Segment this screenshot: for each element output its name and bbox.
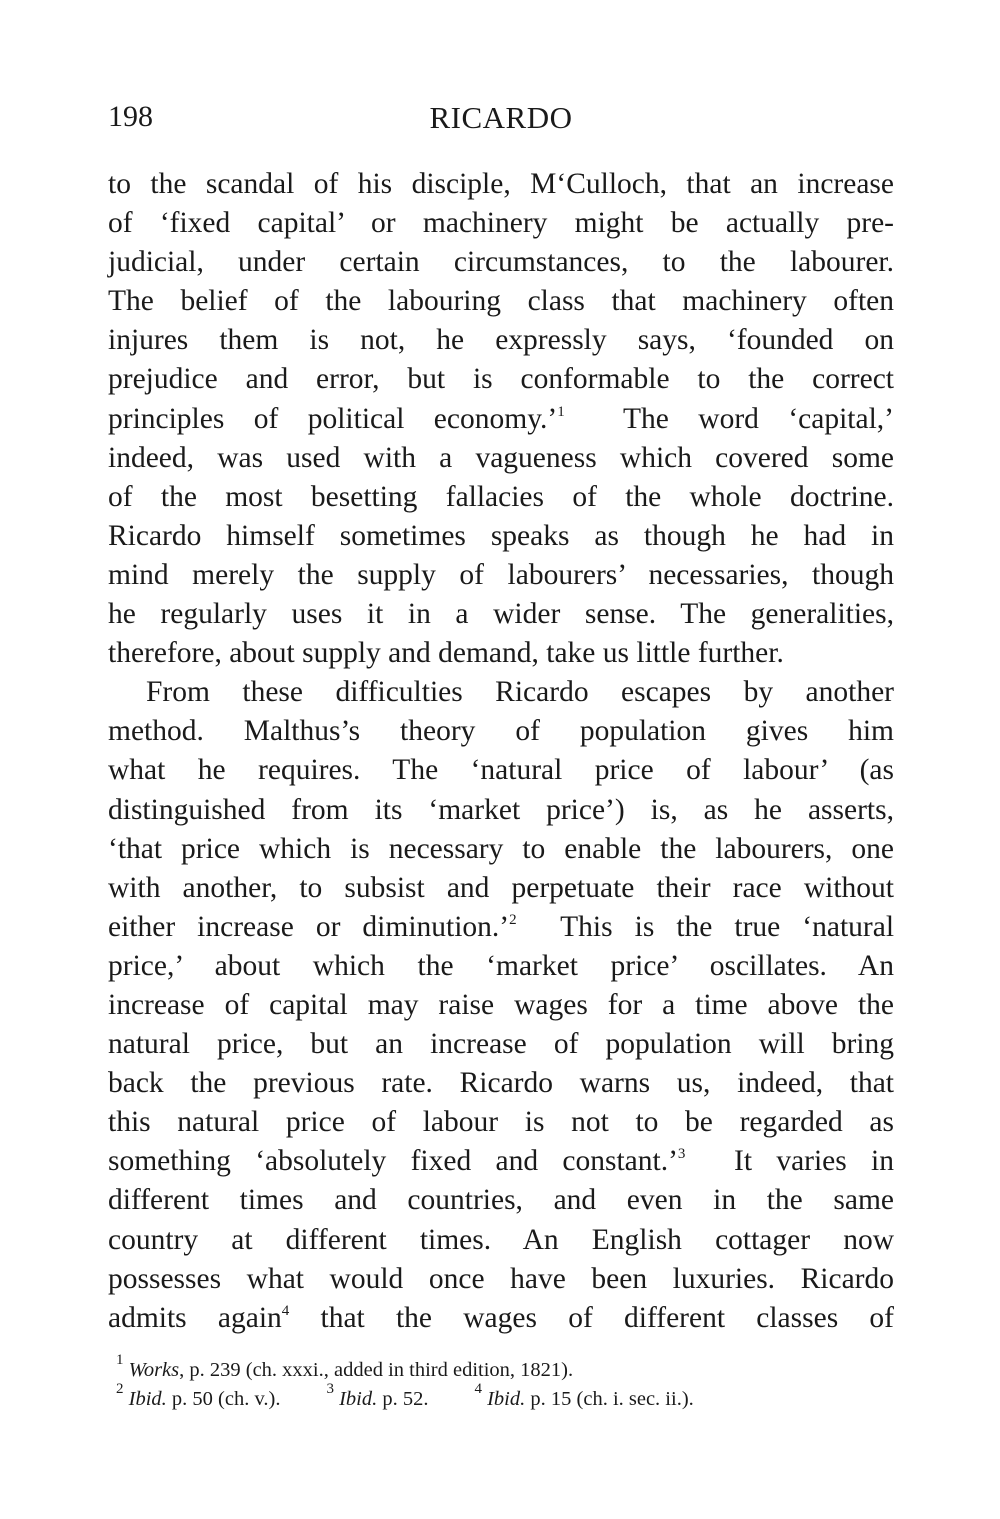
text-segment: that the wages of different classes of: [289, 1301, 894, 1334]
footnote-2: [116, 1381, 281, 1410]
footnote-mark: 4: [474, 1381, 482, 1397]
text-line: prejudice and error, but is conformable to the correct: [108, 363, 894, 396]
text-line: distinguished from its ‘market price’) is, as he asserts,: [108, 793, 894, 826]
text-segment: It varies in: [685, 1145, 894, 1178]
text-line: of the most besetting fallacies of the whole doctrine.: [108, 480, 894, 513]
footnote-text: p. 15 (ch. i. sec. ii.).: [525, 1388, 694, 1410]
text-line: injures them is not, he expressly says, ‘founded on: [108, 324, 894, 357]
text-line: [108, 1299, 894, 1338]
text-line: From these difficulties Ricardo escapes by another: [146, 676, 894, 709]
text-line: [108, 400, 894, 439]
text-line: what he requires. The ‘natural price of labour’ (as: [108, 754, 894, 787]
text-segment: The word ‘capital,’: [564, 402, 894, 435]
footnote-text: p. 52.: [377, 1388, 429, 1410]
footnote-ref: Ibid.: [128, 1388, 167, 1410]
footnote-reference: 1: [557, 403, 565, 420]
text-segment: something ‘absolutely fixed and constant.’: [108, 1145, 678, 1178]
text-line: [108, 1142, 894, 1181]
footnote-mark: 1: [116, 1352, 124, 1368]
footnotes: [108, 1352, 894, 1414]
text-line: to the scandal of his disciple, M‘Culloch, that an increase: [108, 168, 894, 200]
footnote-mark: 3: [326, 1381, 334, 1397]
text-line: this natural price of labour is not to be regarded as: [108, 1106, 894, 1139]
page-number: 198: [108, 100, 153, 133]
footnote-1: [108, 1352, 894, 1385]
footnote-3: [326, 1381, 429, 1410]
footnote-reference: 2: [509, 911, 517, 928]
text-line: mind merely the supply of labourers’ necessaries, though: [108, 558, 894, 591]
text-line: price,’ about which the ‘market price’ oscillates. An: [108, 949, 894, 982]
text-line: indeed, was used with a vagueness which covered some: [108, 441, 894, 474]
text-line: ‘that price which is necessary to enable the labourers, one: [108, 832, 894, 865]
footnote-reference: 3: [677, 1146, 686, 1163]
footnote-mark: 2: [116, 1381, 124, 1397]
text-segment: principles of political economy.’: [108, 402, 558, 435]
text-line: back the previous rate. Ricardo warns us, indeed, that: [108, 1067, 894, 1100]
text-line: he regularly uses it in a wider sense. The generalities,: [108, 598, 894, 631]
text-line: Ricardo himself sometimes speaks as though he had in: [108, 519, 894, 552]
footnote-text: , p. 239 (ch. xxxi., added in third edition, 1821).: [179, 1359, 574, 1381]
footnote-ref: Works: [128, 1359, 180, 1381]
text-line: [108, 908, 894, 947]
text-segment: either increase or diminution.’: [108, 910, 510, 943]
text-line: with another, to subsist and perpetuate their race without: [108, 871, 894, 904]
body-text: [108, 165, 894, 1338]
footnote-reference: 4: [281, 1302, 290, 1319]
text-line: The belief of the labouring class that machinery often: [108, 285, 894, 318]
text-segment: This is the true ‘natural: [516, 910, 895, 943]
text-line: different times and countries, and even in the same: [108, 1184, 894, 1217]
text-line: possesses what would once have been luxuries. Ricardo: [108, 1262, 894, 1295]
page-header: [108, 100, 894, 140]
text-segment: admits again: [108, 1301, 282, 1334]
text-line: method. Malthus’s theory of population gives him: [108, 715, 894, 748]
footnote-4: [474, 1381, 694, 1410]
footnote-ref: Ibid.: [487, 1388, 526, 1410]
text-line: country at different times. An English cottager now: [108, 1223, 894, 1256]
text-line: judicial, under certain circumstances, to the labourer.: [108, 246, 894, 279]
text-line: increase of capital may raise wages for a time above the: [108, 988, 894, 1021]
footnote-ref: Ibid.: [339, 1388, 378, 1410]
text-line: therefore, about supply and demand, take us little further.: [108, 637, 784, 670]
text-line: of ‘fixed capital’ or machinery might be actually pre-: [108, 207, 894, 240]
footnote-text: p. 50 (ch. v.).: [166, 1388, 281, 1410]
text-line: natural price, but an increase of population will bring: [108, 1028, 894, 1061]
running-head: RICARDO: [429, 100, 573, 135]
footnote-row-2: [108, 1381, 894, 1414]
